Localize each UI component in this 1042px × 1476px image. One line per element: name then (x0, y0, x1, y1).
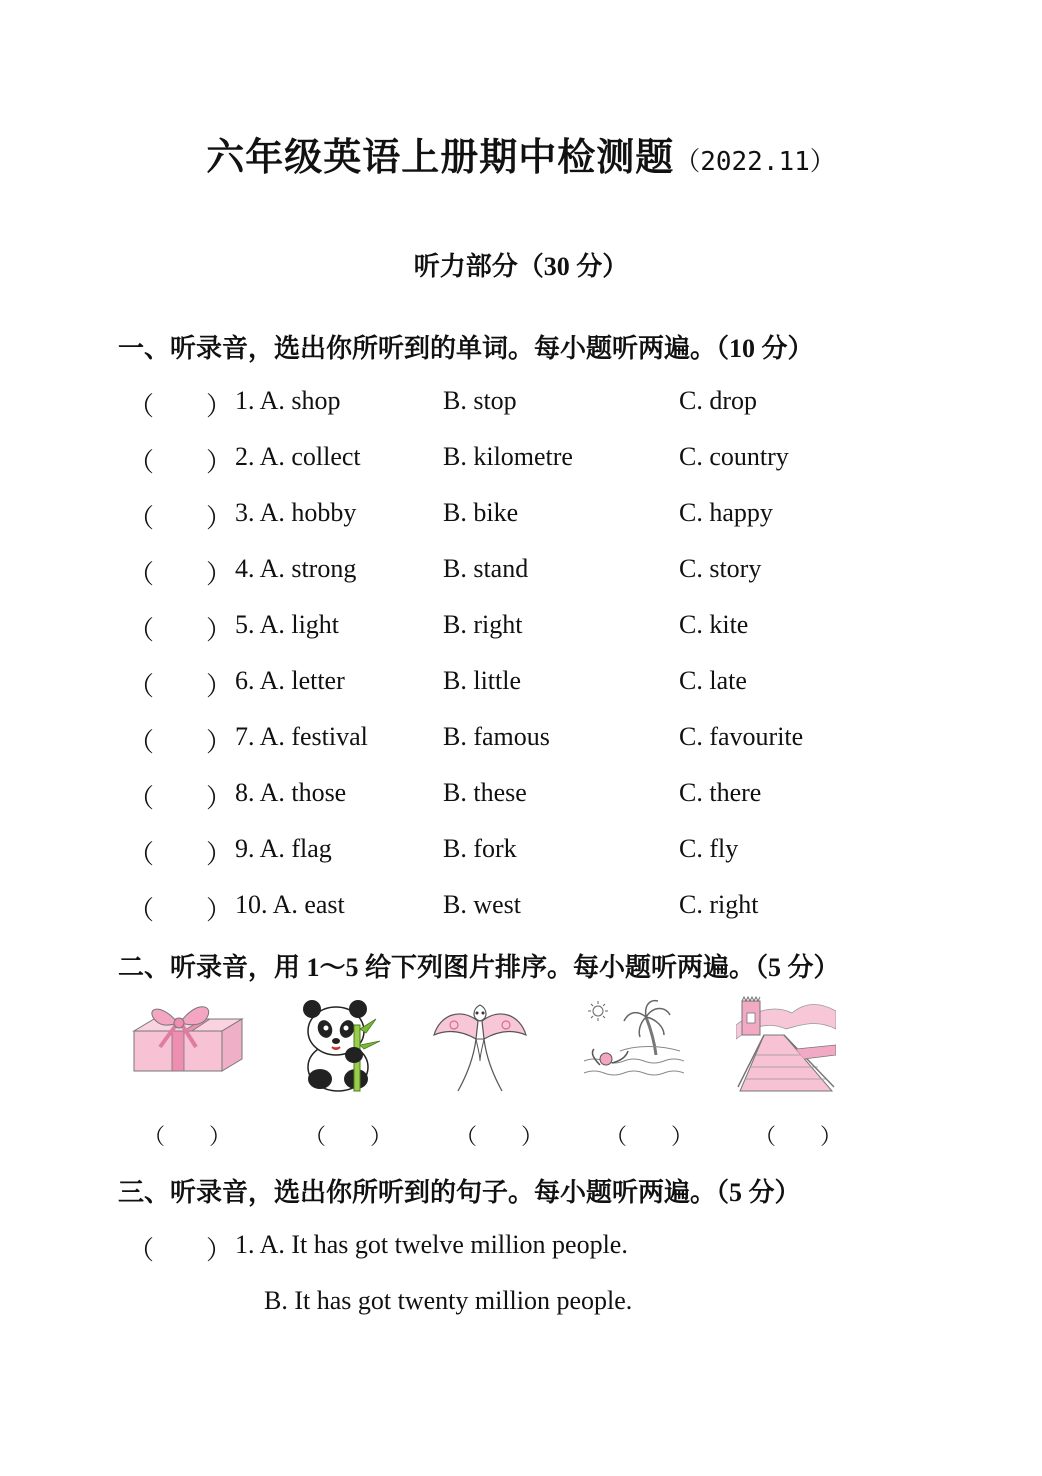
picture-blank-4: （ ） (605, 1124, 694, 1149)
option-c: C. right (679, 890, 759, 919)
answer-open-paren: （ (128, 560, 155, 589)
answer-open-paren: （ (128, 504, 155, 533)
answer-close-paren: ） (206, 672, 233, 701)
question-row (128, 554, 928, 594)
option-c: C. late (679, 666, 747, 695)
option-b: B. fork (443, 834, 517, 863)
answer-open-paren: （ (128, 672, 155, 701)
answer-open-paren: （ (128, 392, 155, 421)
panda-picture (294, 995, 386, 1095)
gift-box-picture (130, 995, 248, 1095)
question-row (128, 778, 928, 818)
section2-heading: 二、听录音，用 1～5 给下列图片排序。每小题听两遍。（5 分） (118, 953, 840, 982)
option-a: 2. A. collect (235, 442, 361, 471)
swimmer-beach-picture (580, 995, 684, 1095)
option-b: B. stand (443, 554, 529, 583)
title-date: （2022.11） (674, 147, 836, 177)
answer-open-paren: （ (128, 616, 155, 645)
option-a: 5. A. light (235, 610, 340, 639)
answer-open-paren: （ (128, 784, 155, 813)
option-c: C. story (679, 554, 762, 583)
question-row (128, 666, 928, 706)
option-b: B. these (443, 778, 527, 807)
page-title (0, 126, 1042, 181)
option-b: B. bike (443, 498, 519, 527)
sentence-option-a: 1. A. It has got twelve million people. (235, 1230, 628, 1259)
picture-blank-5: （ ） (754, 1124, 843, 1149)
title-main: 六年级英语上册期中检测题 (206, 137, 675, 179)
answer-close-paren: ） (206, 616, 233, 645)
picture-blank-3: （ ） (455, 1124, 544, 1149)
option-c: C. happy (679, 498, 773, 527)
answer-close-paren: ） (206, 896, 233, 925)
option-a: 1. A. shop (235, 386, 341, 415)
option-c: C. kite (679, 610, 749, 639)
option-b: B. famous (443, 722, 550, 751)
section-subtitle: 听力部分（30 分） (413, 252, 629, 281)
option-b: B. little (443, 666, 521, 695)
question-row (128, 1230, 928, 1270)
answer-open-paren: （ (128, 1236, 155, 1265)
question-row (128, 722, 928, 762)
option-c: C. country (679, 442, 789, 471)
option-b: B. stop (443, 386, 517, 415)
option-a: 6. A. letter (235, 666, 345, 695)
option-a: 4. A. strong (235, 554, 357, 583)
great-wall-picture (736, 995, 836, 1095)
question-row (128, 834, 928, 874)
answer-open-paren: （ (128, 728, 155, 757)
option-a: 10. A. east (235, 890, 345, 919)
answer-open-paren: （ (128, 896, 155, 925)
option-c: C. favourite (679, 722, 804, 751)
answer-open-paren: （ (128, 840, 155, 869)
section3-heading: 三、听录音，选出你所听到的句子。每小题听两遍。（5 分） (118, 1178, 801, 1207)
option-a: 8. A. those (235, 778, 347, 807)
answer-close-paren: ） (206, 784, 233, 813)
answer-close-paren: ） (206, 1236, 233, 1265)
option-a: 3. A. hobby (235, 498, 357, 527)
picture-blank-1: （ ） (143, 1124, 232, 1149)
question-row (128, 890, 928, 930)
answer-close-paren: ） (206, 728, 233, 757)
question-row (128, 498, 928, 538)
section1-heading: 一、听录音，选出你所听到的单词。每小题听两遍。（10 分） (118, 334, 814, 363)
answer-close-paren: ） (206, 392, 233, 421)
swallow-kite-picture (432, 995, 528, 1095)
option-c: C. there (679, 778, 762, 807)
answer-close-paren: ） (206, 560, 233, 589)
answer-close-paren: ） (206, 448, 233, 477)
question-row (128, 386, 928, 426)
option-b: B. right (443, 610, 523, 639)
answer-open-paren: （ (128, 448, 155, 477)
option-b: B. kilometre (443, 442, 573, 471)
answer-close-paren: ） (206, 840, 233, 869)
sentence-option-b: B. It has got twenty million people. (264, 1286, 633, 1315)
option-b: B. west (443, 890, 521, 919)
question-row (128, 442, 928, 482)
option-c: C. drop (679, 386, 757, 415)
answer-close-paren: ） (206, 504, 233, 533)
option-a: 9. A. flag (235, 834, 332, 863)
question-row (128, 610, 928, 650)
option-c: C. fly (679, 834, 739, 863)
picture-blank-2: （ ） (304, 1124, 393, 1149)
option-a: 7. A. festival (235, 722, 368, 751)
